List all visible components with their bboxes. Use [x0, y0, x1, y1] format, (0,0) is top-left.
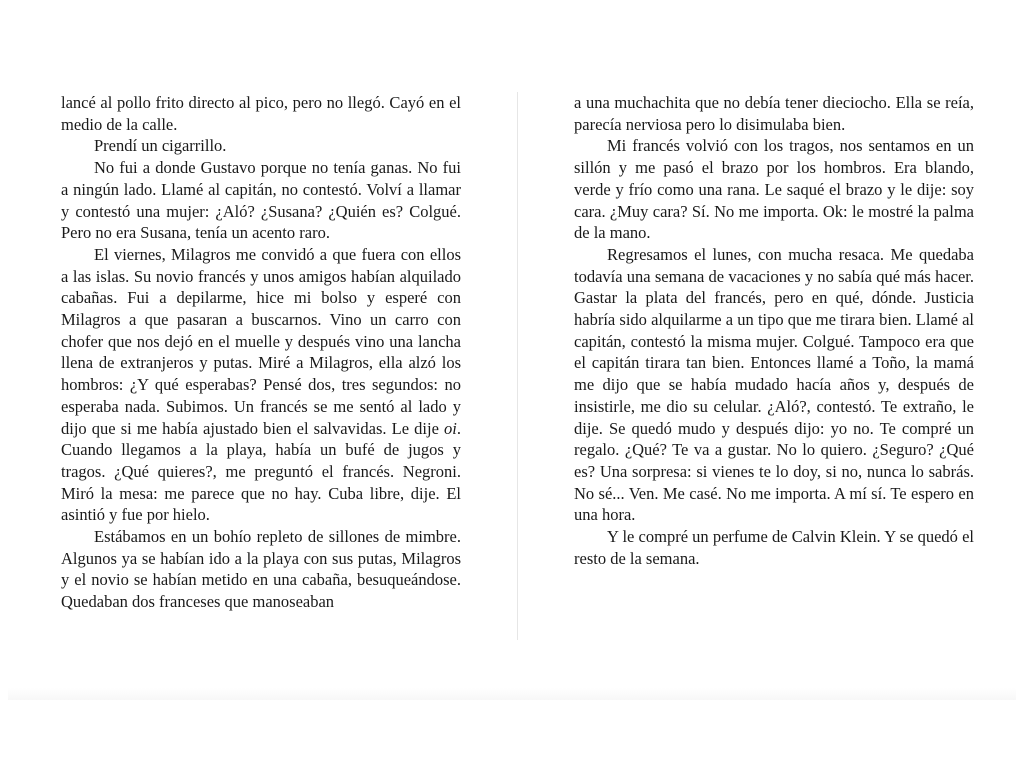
paragraph-text: Y le compré un perfume de Calvin Klein. Y se quedó el resto de la semana. — [574, 527, 974, 568]
paragraph — [574, 526, 974, 569]
paragraph-text: a una muchachita que no debía tener dieciocho. Ella se reía, parecía nerviosa pero lo disimulaba bien. — [574, 93, 974, 134]
right-page — [574, 92, 974, 569]
paragraph — [574, 135, 974, 244]
paragraph-text: Mi francés volvió con los tragos, nos sentamos en un sillón y me pasó el brazo por los hombros. Era blando, verde y frío como una rana. Le saqué el brazo y le dije: soy cara. ¿Muy cara? Sí. No me importa. Ok: le mostré la palma de la mano. — [574, 136, 974, 243]
italic-text: oi — [444, 418, 457, 438]
left-page — [61, 92, 461, 613]
paragraph — [574, 244, 974, 526]
bottom-bar — [0, 700, 1024, 768]
paragraph — [61, 244, 461, 526]
paragraph — [574, 92, 974, 135]
paragraph — [61, 92, 461, 135]
paragraph — [61, 135, 461, 157]
paragraph-text: . Cuando llegamos a la playa, había un bufé de jugos y tragos. ¿Qué quieres?, me preguntó el francés. Negroni. Miró la mesa: me parece que no hay. Cuba libre, dije. El asintió y fue por hielo. — [61, 418, 461, 525]
paragraph — [61, 526, 461, 613]
paragraph-text: Prendí un cigarrillo. — [94, 136, 227, 156]
paragraph-text: lancé al pollo frito directo al pico, pero no llegó. Cayó en el medio de la calle. — [61, 93, 461, 134]
paragraph-text: Estábamos en un bohío repleto de sillones de mimbre. Algunos ya se habían ido a la playa con sus putas, Milagros y el novio se habían metido en una cabaña, besuqueándose. Quedaban dos franceses que manoseaban — [61, 527, 461, 612]
page-divider — [517, 92, 518, 640]
paragraph-text: No fui a donde Gustavo porque no tenía ganas. No fui a ningún lado. Llamé al capitán, no contestó. Volví a llamar y contestó una mujer: ¿Aló? ¿Susana? ¿Quién es? Colgué. Pero no era Susana, tenía un acento raro. — [61, 158, 461, 243]
paragraph-text: Regresamos el lunes, con mucha resaca. Me quedaba todavía una semana de vacaciones y no sabía qué más hacer. Gastar la plata del francés, pero en qué, dónde. Justicia habría sido alquilarme a un tipo que me tirara bien. Llamé al capitán, contestó la misma mujer. Colgué. Tampoco era que el capitán tirara tan bien. Entonces llamé a Toño, la mamá me dijo que se había mudado hacía años y, después de insistirle, me dio su celular. ¿Aló?, contestó. Te extraño, le dije. Se quedó mudo y después dijo: yo no. Te compré un regalo. ¿Qué? Te va a gustar. No lo quiero. ¿Seguro? ¿Qué es? Una sorpresa: si vienes te lo doy, si no, nunca lo sabrás. No sé... Ven. Me casé. No me importa. A mí sí. Te espero en una hora. — [574, 244, 974, 525]
paragraph-text: El viernes, Milagros me convidó a que fuera con ellos a las islas. Su novio francés y unos amigos habían alquilado cabañas. Fui a depilarme, hice mi bolso y esperé con Milagros a que pasaran a buscarnos. Vino un carro con chofer que nos dejó en el muelle y después vino una lancha llena de extranjeros y putas. Miré a Milagros, ella alzó los hombros: ¿Y qué esperabas? Pensé dos, tres segundos: no esperaba nada. Subimos. Un francés se me sentó al lado y dijo que si me había ajustado bien el salvavidas. Le dije — [61, 244, 461, 438]
paragraph — [61, 157, 461, 244]
